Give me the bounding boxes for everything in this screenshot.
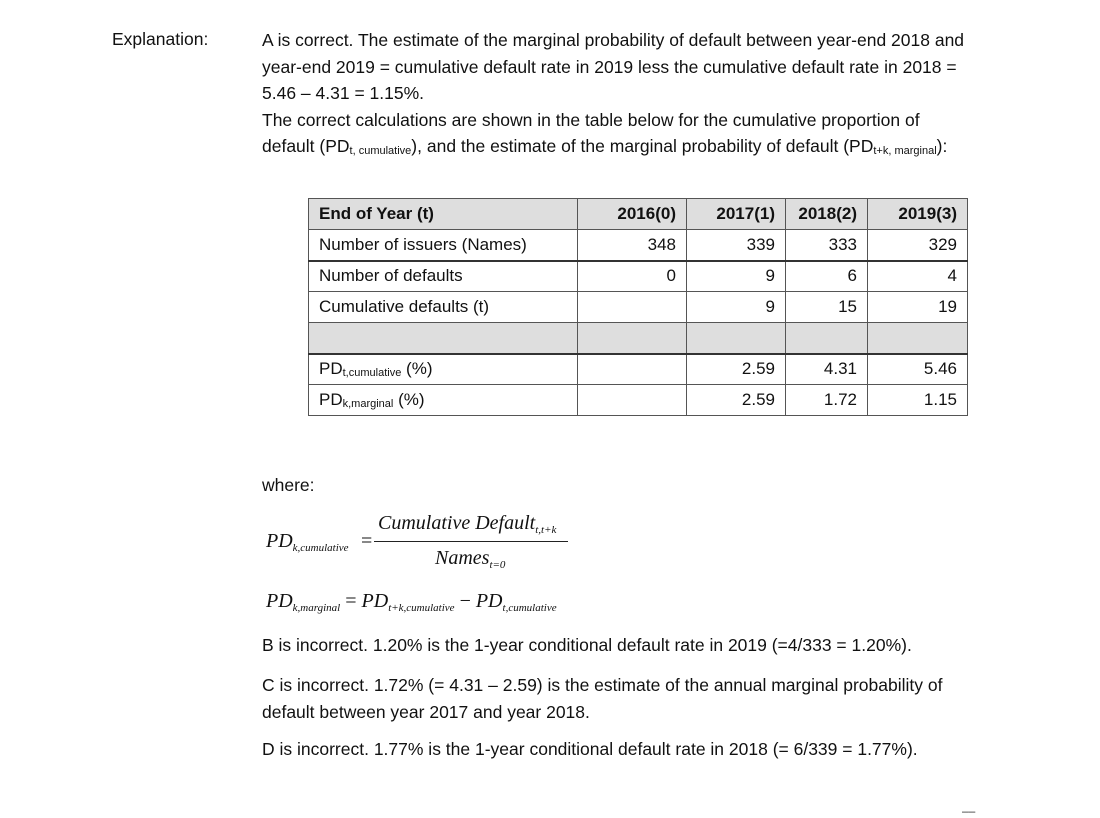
table-row: [309, 292, 968, 323]
table-cell: 9: [687, 261, 786, 292]
table-spacer-row: [309, 323, 968, 354]
paragraph-b: B is incorrect. 1.20% is the 1-year conditional default rate in 2019 (=4/333 = 1.20%).: [262, 635, 912, 655]
table-cell: 2.59: [687, 354, 786, 385]
table-header-cell: 2017(1): [687, 199, 786, 230]
table-cell: [687, 323, 786, 354]
table-cell: $PD_{t,cumulative}$ (%): [309, 354, 578, 385]
table-row: [309, 230, 968, 261]
paragraph-d: D is incorrect. 1.77% is the 1-year conditional default rate in 2018 (= 6/339 = 1.77%).: [262, 739, 918, 759]
intro-line: 5.46 – 4.31 = 1.15%.: [262, 83, 425, 103]
table-header-row: [309, 199, 968, 230]
formula-cumulative-numerator: Cumulative Default$_{t,t+k}$: [378, 512, 557, 536]
table-cell: [578, 323, 687, 354]
table-header-cell: 2019(3): [868, 199, 968, 230]
page-number: ––: [962, 804, 976, 818]
intro-line: A is correct. The estimate of the marginal probability of default between year-end 2018 and: [262, 30, 965, 50]
table-cell: [578, 354, 687, 385]
explanation-label: Explanation:: [112, 29, 209, 49]
table-cell: [578, 292, 687, 323]
table-cell: Number of defaults: [309, 261, 578, 292]
intro-line: default $(PD_{t, cumulative})$, and the estimate of the marginal probability of default $(PD_{t+k, marginal})$:: [262, 136, 948, 157]
table-cell: 348: [578, 230, 687, 261]
table-cell: $PD_{k,marginal}$ (%): [309, 385, 578, 416]
table-cell: 4.31: [786, 354, 868, 385]
table-cell: [868, 323, 968, 354]
table-cell: 4: [868, 261, 968, 292]
table-cell: [309, 323, 578, 354]
paragraph-c: [262, 672, 1042, 725]
table-cell: 339: [687, 230, 786, 261]
table-cell: 333: [786, 230, 868, 261]
formula-cumulative-equals: =: [361, 530, 373, 552]
table-header-cell: End of Year (t): [309, 199, 578, 230]
intro-paragraph: [262, 27, 1042, 160]
table-cell: Cumulative defaults (t): [309, 292, 578, 323]
formula-marginal: $PD_{k,marginal} = PD_{t+k,cumulative} - PD_{t,cumulative}$: [266, 590, 557, 614]
table-cell: [786, 323, 868, 354]
formula-cumulative-denominator: Names$_{t=0}$: [435, 547, 506, 571]
table-cell: 5.46: [868, 354, 968, 385]
table-cell: 0: [578, 261, 687, 292]
table-cell: 19: [868, 292, 968, 323]
table-row: [309, 354, 968, 385]
default-table: [308, 198, 968, 416]
table-cell: [578, 385, 687, 416]
table-header-cell: 2018(2): [786, 199, 868, 230]
table-row: [309, 261, 968, 292]
table-header-cell: 2016(0): [578, 199, 687, 230]
table-cell: 6: [786, 261, 868, 292]
table-cell: 15: [786, 292, 868, 323]
paragraph-c-line: default between year 2017 and year 2018.: [262, 701, 590, 722]
table-row: [309, 385, 968, 416]
fraction-bar: [374, 541, 568, 542]
intro-line: year-end 2019 = cumulative default rate in 2019 less the cumulative default rate in 2018 =: [262, 56, 957, 77]
table-cell: 9: [687, 292, 786, 323]
formula-cumulative-lhs: $PD_{k,cumulative}$: [266, 530, 349, 554]
table-cell: 1.15: [868, 385, 968, 416]
table-cell: Number of issuers (Names): [309, 230, 578, 261]
where-label: where:: [262, 475, 315, 495]
table-cell: 329: [868, 230, 968, 261]
intro-line: The correct calculations are shown in the table below for the cumulative proportion of: [262, 109, 920, 130]
table-cell: 1.72: [786, 385, 868, 416]
table-cell: 2.59: [687, 385, 786, 416]
paragraph-c-line: C is incorrect. 1.72% (= 4.31 – 2.59) is the estimate of the annual marginal probability of: [262, 675, 943, 695]
